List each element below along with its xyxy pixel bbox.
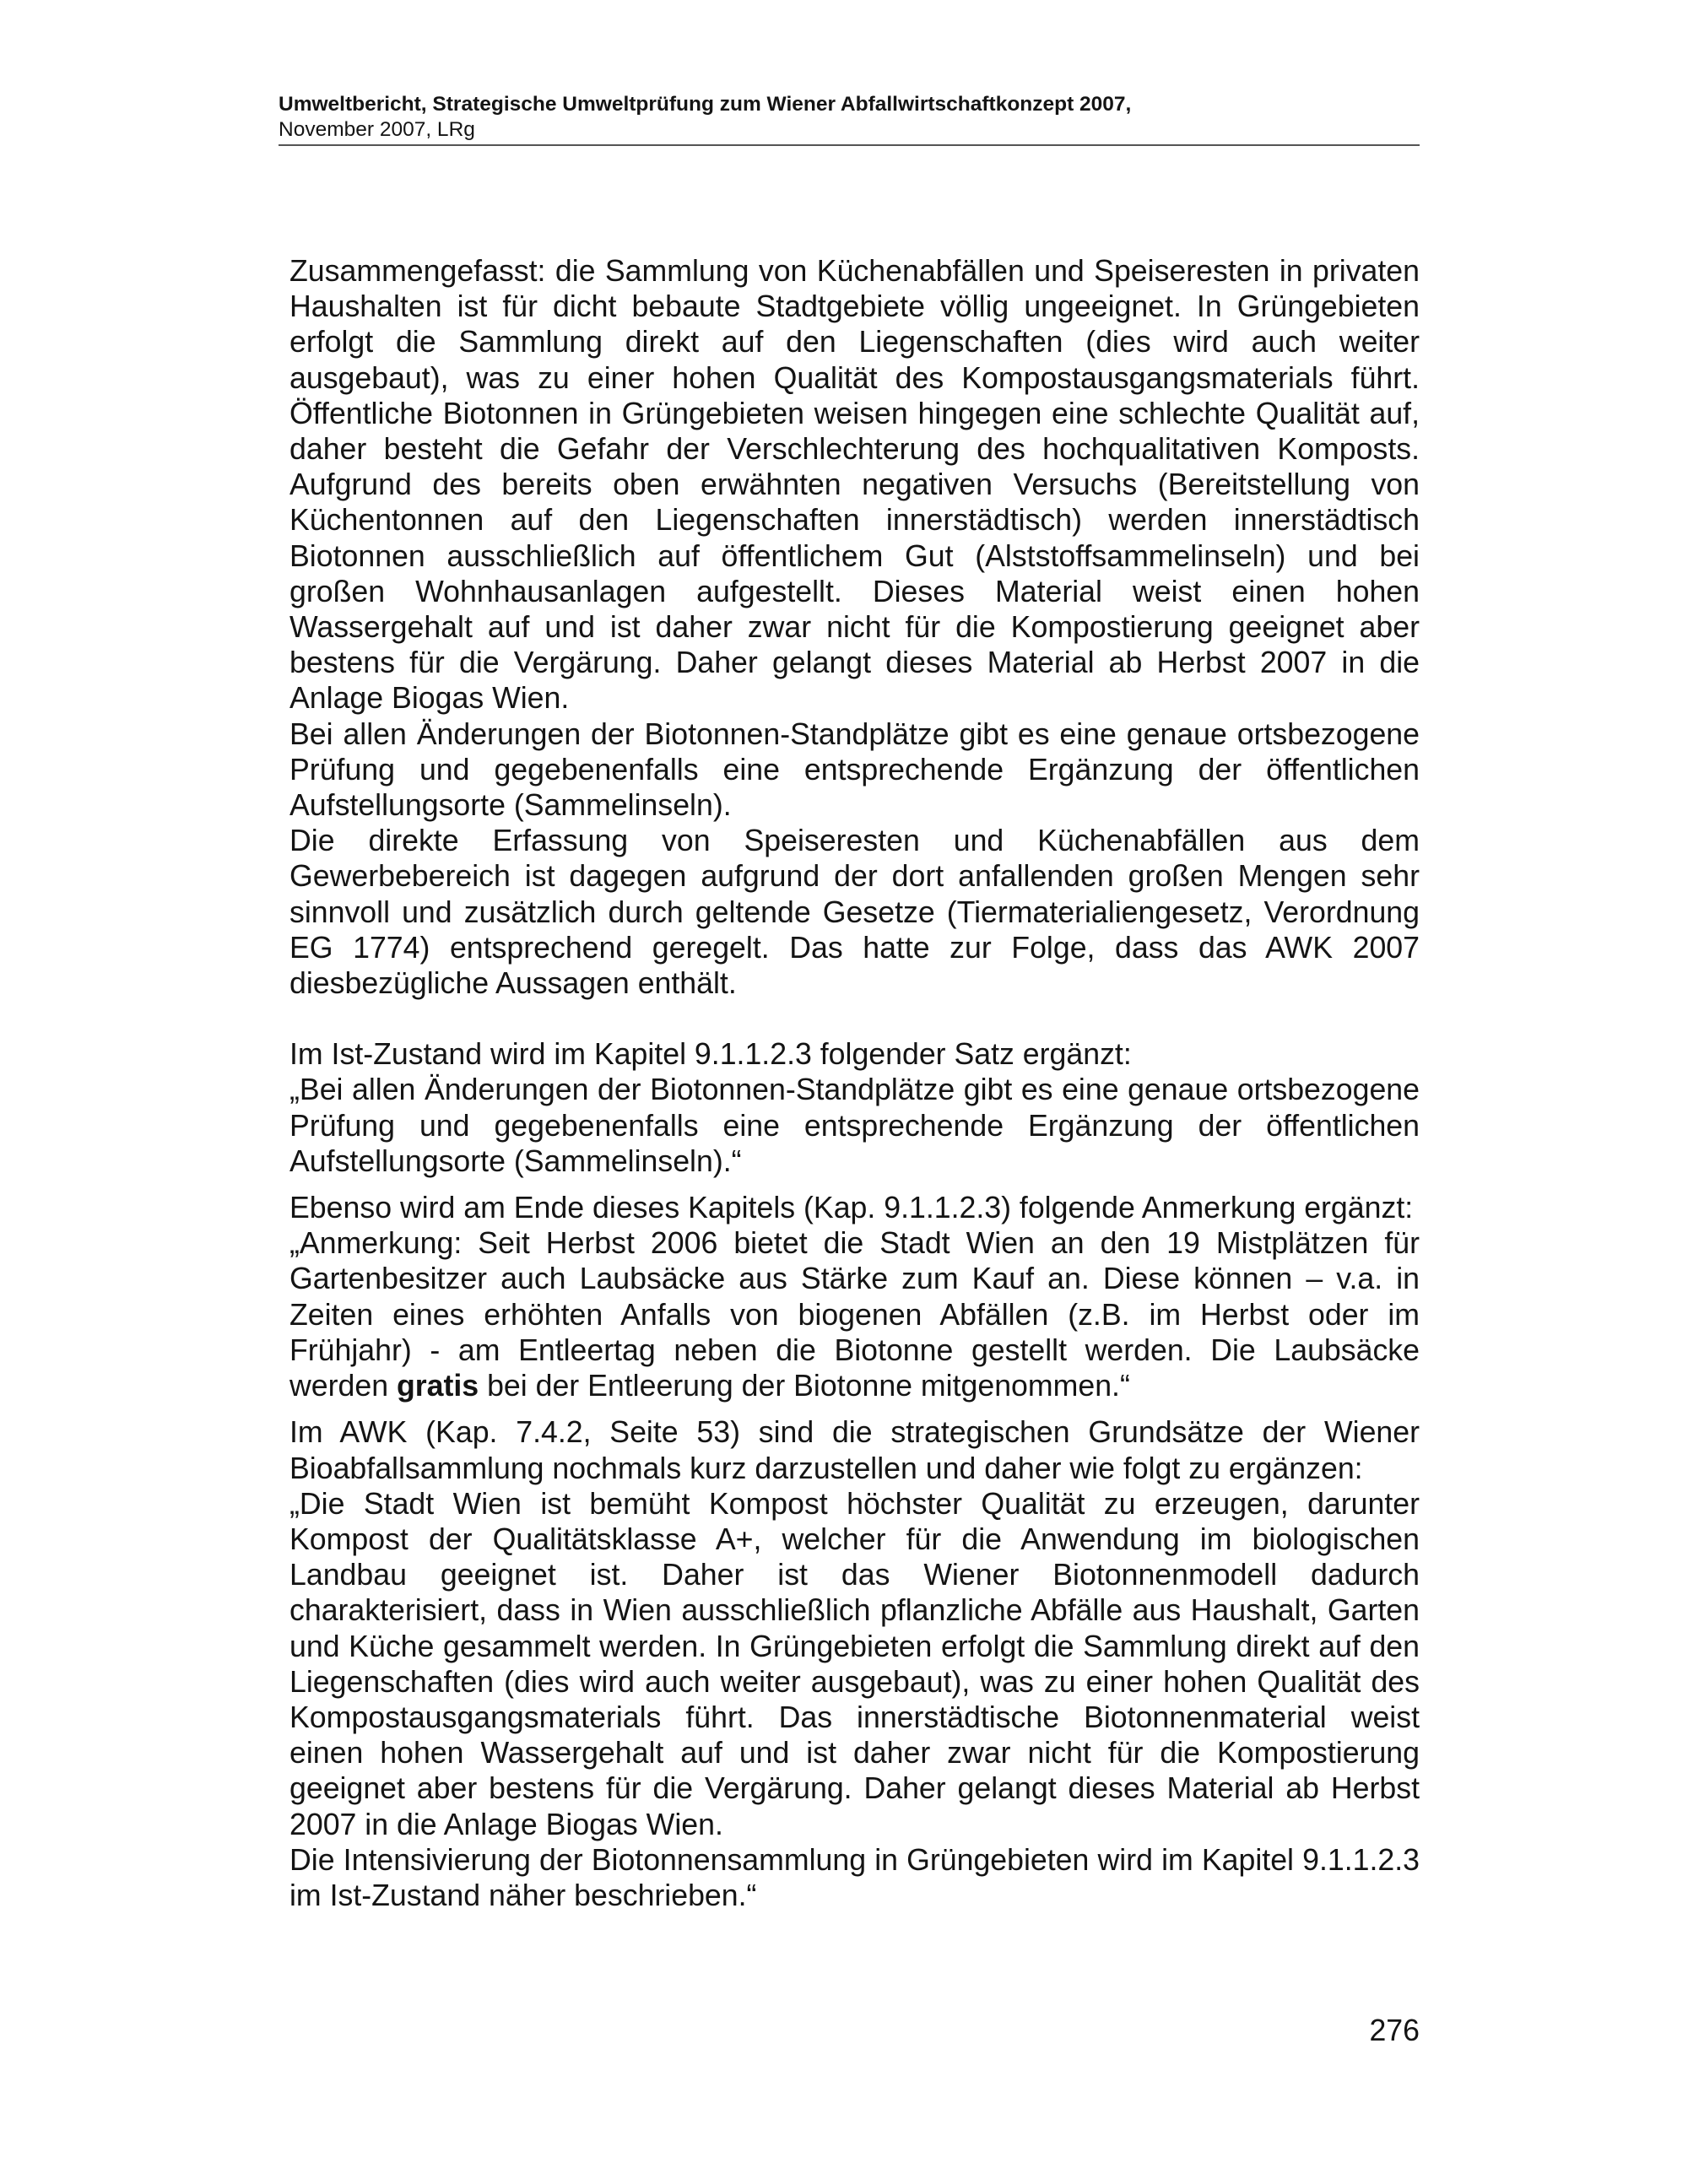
page-number: 276 xyxy=(1369,2014,1420,2047)
paragraph-intensivierung: Die Intensivierung der Biotonnensammlung in Grüngebieten wird im Kapitel 9.1.1.2.3 im Ist-Zustand näher beschrieben.“ xyxy=(289,1842,1420,1912)
paragraph-summary: Zusammengefasst: die Sammlung von Küchenabfällen und Speiseresten in privaten Haushalten ist für dicht bebaute Stadtgebiete völlig ungeeignet. In Grüngebieten erfolgt die Sammlung direkt auf den Liegenschaften (dies wird auch weiter ausgebaut), was zu einer hohen Qualität des Kompostausgangsmaterials führt. Öffentliche Biotonnen in Grüngebieten weisen hingegen eine schlechte Qualität auf, daher besteht die Gefahr der Verschlechterung des hochqualitativen Komposts. Aufgrund des bereits oben erwähnten negativen Versuchs (Bereitstellung von Küchentonnen auf den Liegenschaften innerstädtisch) werden innerstädtisch Biotonnen ausschließlich auf öffentlichem Gut (Alststoffsammelinseln) und bei großen Wohnhausanlagen aufgestellt. Dieses Material weist einen hohen Wassergehalt auf und ist daher zwar nicht für die Kompostierung geeignet aber bestens für die Vergärung. Daher gelangt dieses Material ab Herbst 2007 in die Anlage Biogas Wien. xyxy=(289,254,1420,716)
body-text xyxy=(289,253,1420,1913)
header-subtitle: November 2007, LRg xyxy=(279,118,475,141)
paragraph-quote-standplaetze: „Bei allen Änderungen der Biotonnen-Standplätze gibt es eine genaue ortsbezogene Prüfung und gegebenenfalls eine entsprechende Ergänzung der öffentlichen Aufstellungsorte (Sammelinseln).“ xyxy=(289,1073,1420,1178)
header-title: Umweltbericht, Strategische Umweltprüfung zum Wiener Abfallwirtschaftkonzept 2007, xyxy=(279,93,1132,116)
page-header xyxy=(279,91,1420,146)
paragraph-quote-kompost: „Die Stadt Wien ist bemüht Kompost höchster Qualität zu erzeugen, darunter Kompost der Qualitätsklasse A+, welcher für die Anwendung im biologischen Landbau geeignet ist. Daher ist das Wiener Biotonnenmodell dadurch charakterisiert, dass in Wien ausschließlich pflanzliche Abfälle aus Haushalt, Garten und Küche gesammelt werden. In Grüngebieten erfolgt die Sammlung direkt auf den Liegenschaften (dies wird auch weiter ausgebaut), was zu einer hohen Qualität des Kompostausgangsmaterials führt. Das innerstädtische Biotonnenmaterial weist einen hohen Wassergehalt auf und ist daher zwar nicht für die Kompostierung geeignet aber bestens für die Vergärung. Daher gelangt dieses Material ab Herbst 2007 in die Anlage Biogas Wien. xyxy=(289,1486,1420,1841)
paragraph-anmerkung xyxy=(289,1225,1420,1403)
paragraph-ist-zustand: Im Ist-Zustand wird im Kapitel 9.1.1.2.3 folgender Satz ergänzt: xyxy=(289,1037,1132,1072)
anmerkung-text-end: bei der Entleerung der Biotonne mitgenommen.“ xyxy=(479,1369,1130,1403)
paragraph-standplaetze: Bei allen Änderungen der Biotonnen-Standplätze gibt es eine genaue ortsbezogene Prüfung und gegebenenfalls eine entsprechende Ergänzung der öffentlichen Aufstellungsorte (Sammelinseln). xyxy=(289,716,1420,823)
anmerkung-text-start: „Anmerkung: Seit Herbst 2006 bietet die Stadt Wien an den 19 Mistplätzen für Gartenbesitzer auch Laubsäcke aus Stärke zum Kauf an. Diese können – v.a. in Zeiten eines erhöhten Anfalls von biogenen Abfällen (z.B. im Herbst oder im Frühjahr) - am Entleertag neben die Biotonne gestellt werden. Die Laubsäcke werden xyxy=(289,1226,1420,1403)
paragraph-awk: Im AWK (Kap. 7.4.2, Seite 53) sind die strategischen Grundsätze der Wiener Bioabfallsammlung nochmals kurz darzustellen und daher wie folgt zu ergänzen: xyxy=(289,1415,1420,1485)
anmerkung-bold-gratis: gratis xyxy=(396,1369,479,1403)
paragraph-ebenso: Ebenso wird am Ende dieses Kapitels (Kap. 9.1.1.2.3) folgende Anmerkung ergänzt: xyxy=(289,1191,1414,1225)
paragraph-gewerbe: Die direkte Erfassung von Speiseresten und Küchenabfällen aus dem Gewerbebereich ist dagegen aufgrund der dort anfallenden großen Mengen sehr sinnvoll und zusätzlich durch geltende Gesetze (Tiermaterialiengesetz, Verordnung EG 1774) entsprechend geregelt. Das hatte zur Folge, dass das AWK 2007 diesbezügliche Aussagen enthält. xyxy=(289,824,1420,1001)
